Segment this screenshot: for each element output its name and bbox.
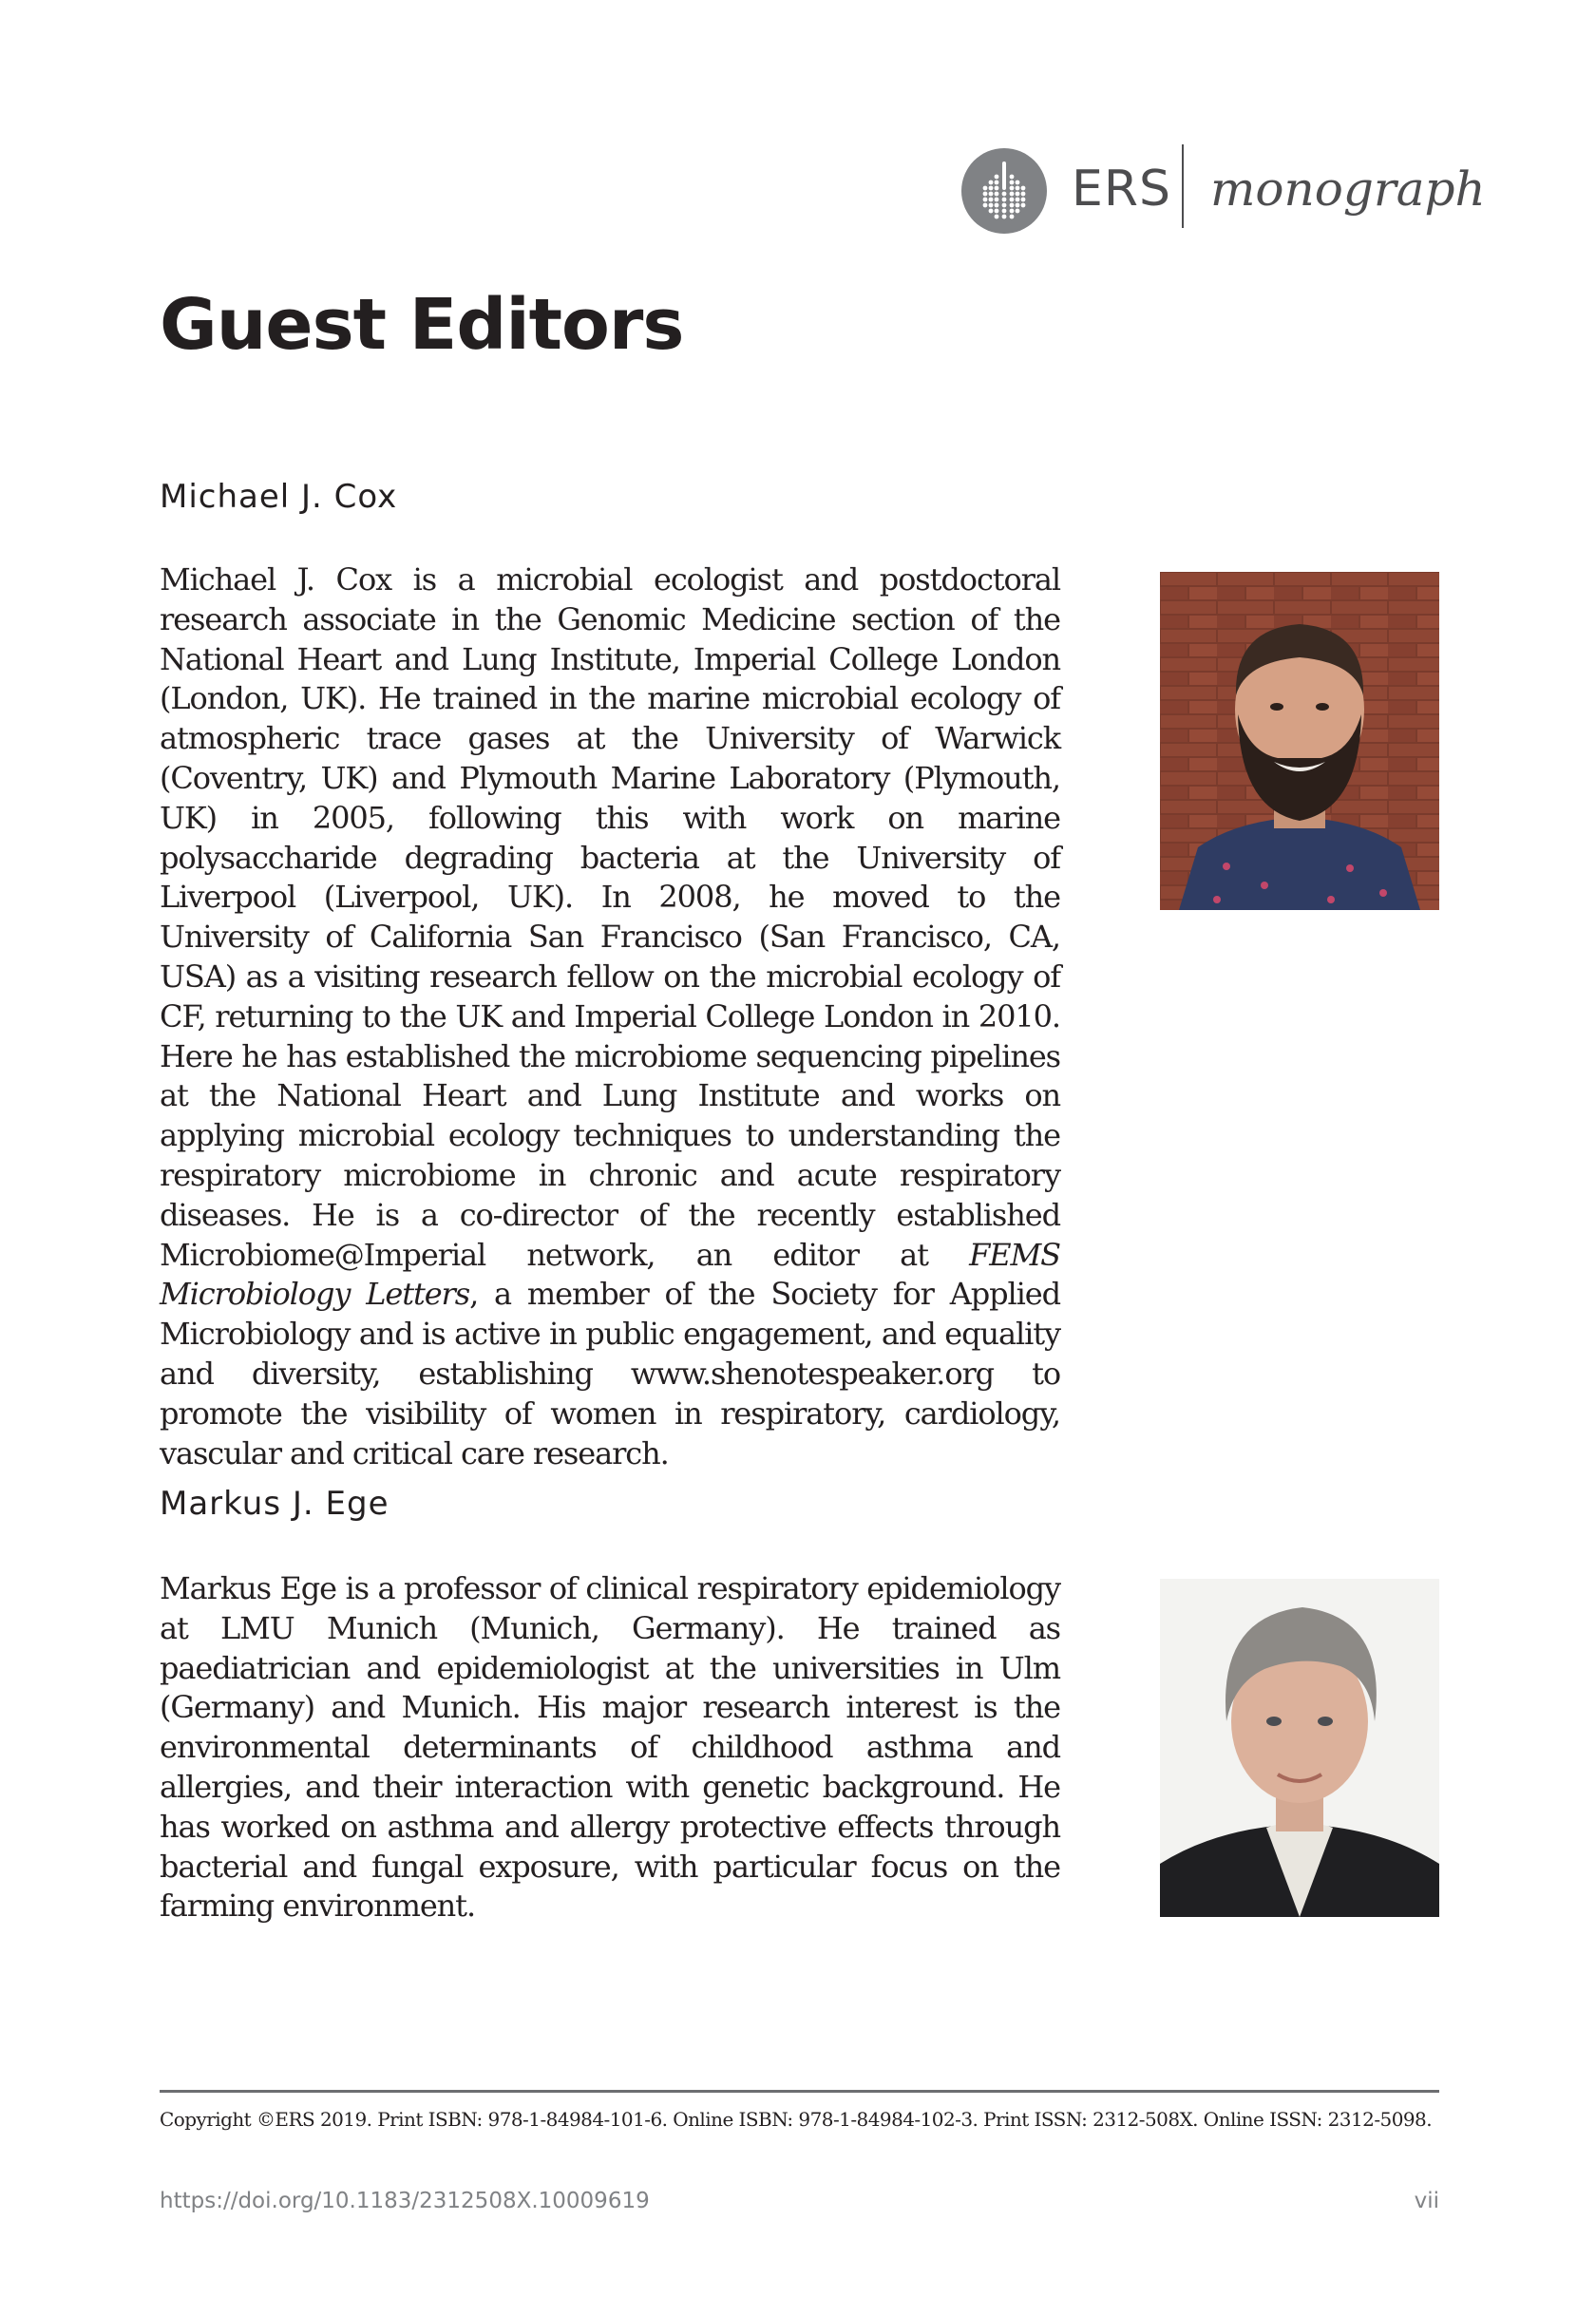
editor-photo-cox-image [1160, 572, 1439, 910]
logo-ers-text: ERS [1072, 161, 1171, 218]
logo-monograph-text: monograph [1210, 161, 1486, 217]
doi-link[interactable]: https://doi.org/10.1183/2312508X.10009619 [160, 2189, 650, 2213]
editor-name-cox: Michael J. Cox [160, 478, 398, 516]
page-number: vii [1414, 2189, 1439, 2213]
copyright-notice: Copyright ©ERS 2019. Print ISBN: 978-1-84984-101-6. Online ISBN: 978-1-84984-102-3. Print ISSN: 2312-508X. Online ISSN: 2312-5098. [160, 2108, 1433, 2131]
page-title: Guest Editors [160, 284, 684, 366]
editor-bio-ege: Markus Ege is a professor of clinical respiratory epidemiology at LMU Munich (Munich, Germany). He trained as paediatrician and epidemiologist at the universities in Ulm (Germany) and Munich. His major research interest is the environmental determinants of childhood asthma and allergies, and their interaction with genetic background. He has worked on asthma and allergy protective effects through bacterial and fungal exposure, with particular focus on the farming environment. [160, 1570, 1060, 1925]
editor-photo-cox [1160, 572, 1439, 910]
editor-bio-cox [160, 560, 1060, 1473]
ers-monograph-logo [961, 142, 1486, 237]
logo-divider [1182, 144, 1184, 228]
editor-photo-ege-image [1160, 1579, 1439, 1917]
editor-photo-ege [1160, 1579, 1439, 1917]
editor-bio-cox-journal: FEMS Microbiology Letters [160, 1236, 1060, 1313]
editor-bio-cox-part2: , a member of the Society for Applied Microbiology and is active in public engagement, and equality and diversity, establishing www.shenotespeaker.org to promote the visibility of women in respiratory, cardiology, vascular and critical care research. [160, 1276, 1060, 1471]
editor-name-ege: Markus J. Ege [160, 1485, 390, 1523]
ers-lungs-icon [961, 148, 1047, 234]
editor-bio-cox-part1: Michael J. Cox is a microbial ecologist and postdoctoral research associate in the Genomic Medicine section of the National Heart and Lung Institute, Imperial College London (London, UK). He trained in the marine microbial ecology of atmospheric trace gases at the University of Warwick (Coventry, UK) and Plymouth Marine Laboratory (Plymouth, UK) in 2005, following this with work on marine polysaccharide degrading bacteria at the University of Liverpool (Liverpool, UK). In 2008, he moved to the University of California San Francisco (San Francisco, CA, USA) as a visiting research fellow on the microbial ecology of CF, returning to the UK and Imperial College London in 2010. Here he has established the microbiome sequencing pipelines at the National Heart and Lung Institute and works on applying microbial ecology techniques to understanding the respiratory microbiome in chronic and acute respiratory diseases. He is a co-director of the recently established Microbiome@Imperial network, an editor at [160, 561, 1060, 1273]
footer-divider [160, 2090, 1439, 2093]
